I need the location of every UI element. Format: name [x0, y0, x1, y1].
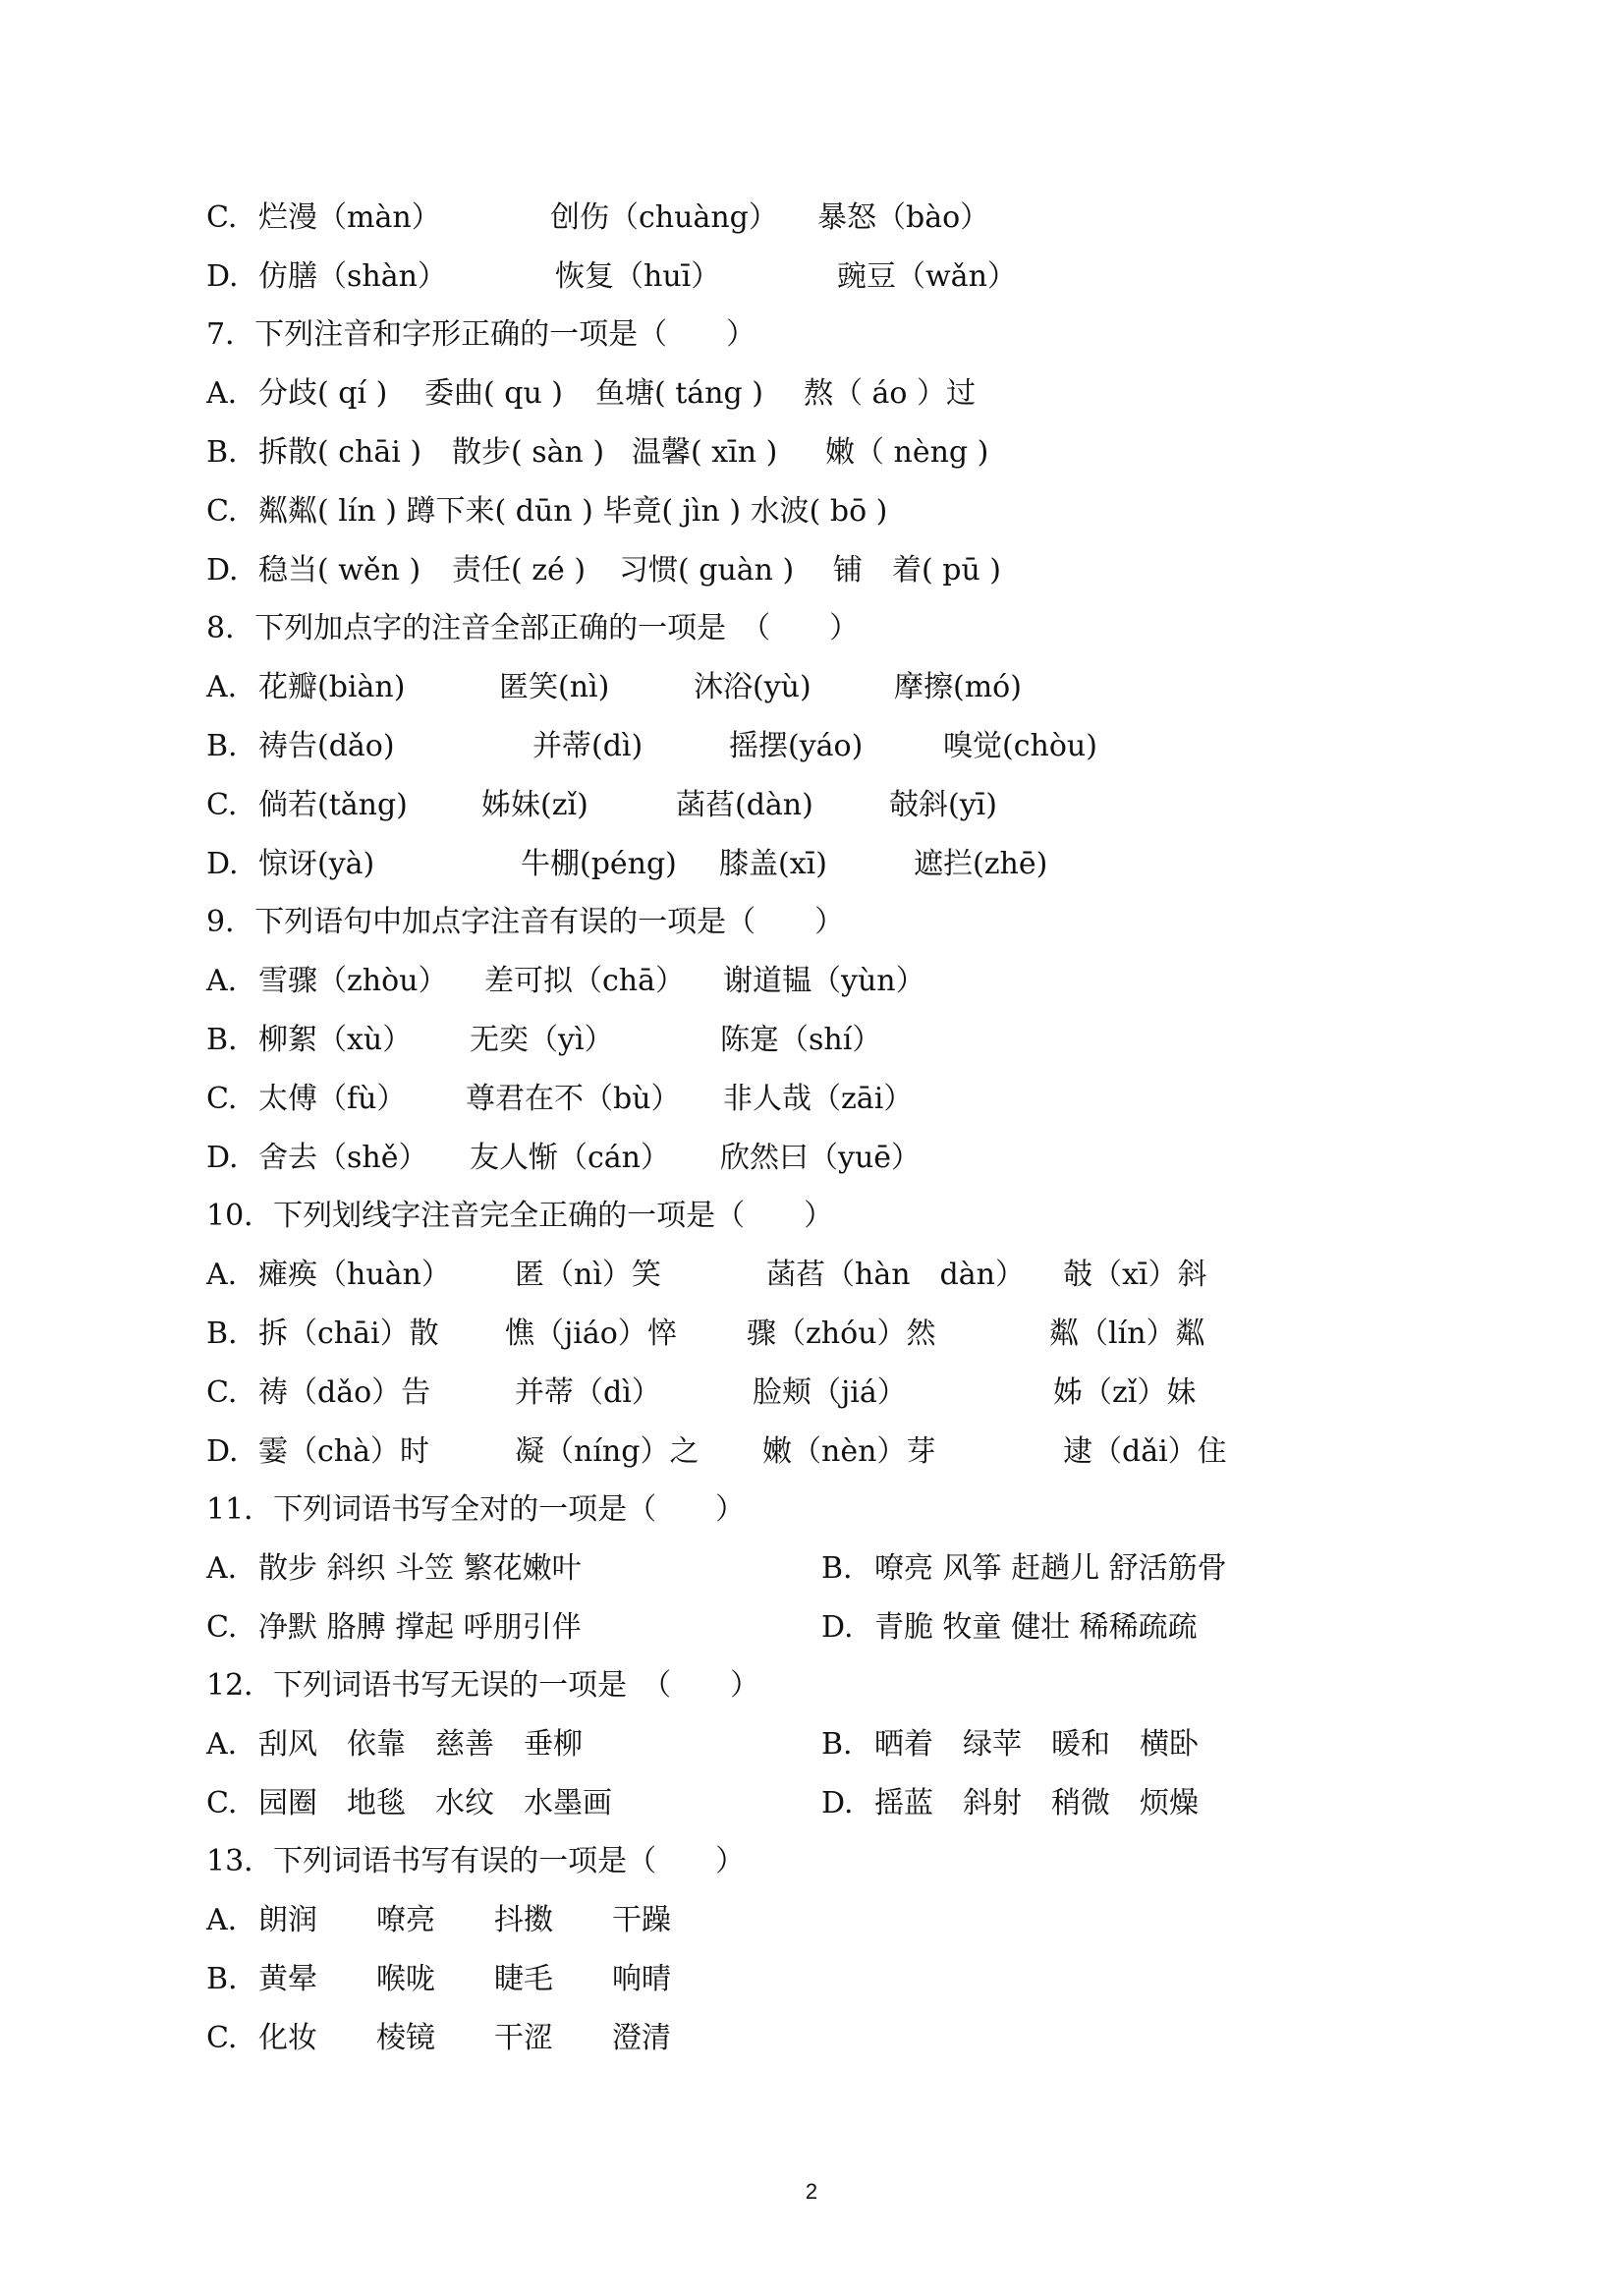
option-line	[0, 835, 1623, 894]
option-item: 拆散( chāi )	[258, 435, 422, 470]
option-item: 瘫痪（huàn）	[258, 1258, 451, 1292]
option-item: 祷告(dǎo)	[258, 729, 395, 763]
option-letter: B.	[206, 435, 238, 470]
option-letter: B.	[206, 1023, 238, 1057]
option-item: 熬（ áo ）过	[804, 376, 977, 411]
page-number: 2	[805, 2179, 818, 2204]
option-line	[0, 952, 1623, 1011]
option-item: 菡萏（hàn dàn）	[766, 1258, 1025, 1292]
option-letter: D.	[206, 259, 239, 294]
option-item: 稳当( wěn )	[258, 553, 421, 588]
option-item: 鱼塘( táng )	[595, 376, 763, 411]
option-item: 攲斜(yī)	[889, 788, 997, 822]
option-letter: C.	[206, 1786, 238, 1820]
option-item: 倘若(tǎng)	[258, 788, 408, 822]
option-item: 祷（dǎo）告	[258, 1375, 431, 1410]
option-item: 凝（níng）之	[515, 1434, 700, 1469]
question-stem	[0, 1187, 1623, 1246]
option-item: 霎（chà）时	[258, 1434, 430, 1469]
option-letter: C.	[206, 494, 238, 529]
option-line	[0, 1246, 1623, 1305]
option-letter: A.	[206, 964, 238, 998]
option-item: 尊君在不（bù）	[466, 1082, 681, 1116]
option-item: 晒着 绿苹 暖和 横卧	[874, 1727, 1199, 1762]
option-line	[0, 1891, 1623, 1950]
option-item: 谢道韫（yùn）	[723, 964, 925, 998]
option-item: 花瓣(biàn)	[258, 670, 406, 704]
option-item: 粼粼( lín ) 蹲下来( dūn ) 毕竟( jìn ) 水波( bō )	[258, 494, 888, 529]
option-letter: C.	[206, 788, 238, 822]
option-item: 欣然曰（yuē）	[720, 1141, 922, 1175]
option-letter: C.	[206, 2021, 238, 2055]
option-letter: D.	[206, 847, 239, 881]
option-item: 烂漫（màn）	[258, 200, 441, 235]
option-item: 姊妹(zǐ)	[481, 788, 588, 822]
option-line	[0, 1774, 1623, 1833]
option-letter: C.	[206, 1082, 238, 1116]
question-text: 12．下列词语书写无误的一项是 （ ）	[206, 1668, 760, 1703]
option-line	[0, 482, 1623, 541]
option-item: 仿膳（shàn）	[258, 259, 447, 294]
option-line	[0, 1423, 1623, 1482]
option-item: 净默 胳膊 撑起 呼朋引伴	[258, 1610, 582, 1645]
option-letter: C.	[206, 200, 238, 235]
option-item: 粼（lín）粼	[1049, 1316, 1205, 1351]
option-item: 园圈 地毯 水纹 水墨画	[258, 1786, 612, 1820]
option-item: 匿（nì）笑	[515, 1258, 661, 1292]
option-item: 嗅觉(chòu)	[943, 729, 1097, 763]
option-letter: D.	[206, 1434, 239, 1469]
question-text: 7．下列注音和字形正确的一项是（ ）	[206, 317, 756, 352]
question-text: 11．下列词语书写全对的一项是（ ）	[206, 1492, 746, 1527]
option-item: 柳絮（xù）	[258, 1023, 413, 1057]
question-stem	[0, 893, 1623, 952]
option-item: 拆（chāi）散	[258, 1316, 439, 1351]
option-line	[0, 1070, 1623, 1129]
option-line	[0, 248, 1623, 307]
question-stem	[0, 1656, 1623, 1715]
option-item: 雪骤（zhòu）	[258, 964, 448, 998]
question-text: 13．下列词语书写有误的一项是（ ）	[206, 1844, 746, 1878]
option-item: 暴怒（bào）	[817, 200, 990, 235]
option-item: 牛棚(péng)	[521, 847, 677, 881]
option-letter: B.	[206, 1316, 238, 1351]
option-item: 散步 斜织 斗笠 繁花嫩叶	[258, 1551, 582, 1586]
option-item: 习惯( guàn )	[619, 553, 795, 588]
option-line	[0, 1364, 1623, 1423]
option-letter: D.	[206, 553, 239, 588]
option-item: 友人惭（cán）	[470, 1141, 671, 1175]
option-line	[0, 423, 1623, 482]
question-text: 9．下列语句中加点字注音有误的一项是（ ）	[206, 905, 845, 939]
option-item: 脸颊（jiá）	[753, 1375, 907, 1410]
question-stem	[0, 1832, 1623, 1891]
option-item: 嫩（ nèng )	[825, 435, 989, 470]
option-item: 惊讶(yà)	[258, 847, 375, 881]
option-line	[0, 1305, 1623, 1364]
option-item: 膝盖(xī)	[719, 847, 827, 881]
question-stem	[0, 306, 1623, 364]
option-item: 遮拦(zhē)	[914, 847, 1048, 881]
option-item: 豌豆（wǎn）	[837, 259, 1017, 294]
option-line	[0, 1715, 1623, 1774]
option-line	[0, 2009, 1623, 2068]
option-letter: A.	[206, 1727, 238, 1762]
option-letter: B.	[206, 1962, 238, 1996]
option-letter: D.	[206, 1141, 239, 1175]
option-item: 并蒂（dì）	[515, 1375, 661, 1410]
option-line	[0, 1540, 1623, 1598]
option-item: 嫩（nèn）芽	[762, 1434, 936, 1469]
option-item: 憔（jiáo）悴	[505, 1316, 677, 1351]
question-text: 8．下列加点字的注音全部正确的一项是 （ ）	[206, 611, 860, 645]
option-item: 朗润 嘹亮 抖擞 干躁	[258, 1903, 671, 1937]
option-letter: A.	[206, 1903, 238, 1937]
option-item: 匿笑(nì)	[499, 670, 610, 704]
option-item: 分歧( qí )	[258, 376, 388, 411]
option-item: 青脆 牧童 健壮 稀稀疏疏	[874, 1610, 1198, 1645]
option-letter: B.	[206, 729, 238, 763]
option-item: 委曲( qu )	[424, 376, 564, 411]
option-item: 化妆 棱镜 干涩 澄清	[258, 2021, 671, 2055]
option-item: 菡萏(dàn)	[676, 788, 813, 822]
option-item: 铺 着( pū )	[833, 553, 1002, 588]
option-item: 恢复（huī）	[555, 259, 721, 294]
option-line	[0, 1598, 1623, 1657]
option-item: 舍去（shě）	[258, 1141, 428, 1175]
option-item: 差可拟（chā）	[484, 964, 686, 998]
option-item: 责任( zé )	[452, 553, 587, 588]
option-line	[0, 1011, 1623, 1070]
option-item: 逮（dǎi）住	[1063, 1434, 1227, 1469]
option-item: 黄晕 喉咙 睫毛 响晴	[258, 1962, 671, 1996]
option-letter: D.	[821, 1786, 854, 1820]
option-letter: A.	[206, 376, 238, 411]
option-item: 姊（zǐ）妹	[1053, 1375, 1197, 1410]
option-line	[0, 189, 1623, 248]
option-line	[0, 776, 1623, 835]
option-letter: A.	[206, 1258, 238, 1292]
option-line	[0, 1129, 1623, 1188]
option-item: 陈寔（shí）	[720, 1023, 882, 1057]
option-line	[0, 1950, 1623, 2009]
option-letter: B.	[821, 1551, 853, 1586]
option-line	[0, 717, 1623, 776]
question-stem	[0, 599, 1623, 658]
option-item: 摩擦(mó)	[894, 670, 1022, 704]
option-line	[0, 364, 1623, 423]
option-letter: C.	[206, 1375, 238, 1410]
option-item: 散步( sàn )	[452, 435, 605, 470]
option-item: 攲（xī）斜	[1063, 1258, 1207, 1292]
option-item: 摇摆(yáo)	[729, 729, 864, 763]
question-stem	[0, 1481, 1623, 1540]
question-text: 10．下列划线字注音完全正确的一项是（ ）	[206, 1199, 834, 1233]
option-item: 温馨( xīn )	[632, 435, 778, 470]
option-item: 非人哉（zāi）	[723, 1082, 914, 1116]
option-item: 摇蓝 斜射 稍微 烦燥	[874, 1786, 1199, 1820]
option-item: 沐浴(yù)	[694, 670, 812, 704]
option-letter: B.	[821, 1727, 853, 1762]
option-item: 创伤（chuàng）	[550, 200, 778, 235]
option-item: 刮风 依靠 慈善 垂柳	[258, 1727, 583, 1762]
option-item: 太傅（fù）	[258, 1082, 407, 1116]
option-letter: A.	[206, 1551, 238, 1586]
option-item: 无奕（yì）	[470, 1023, 614, 1057]
option-letter: C.	[206, 1610, 238, 1645]
option-line	[0, 541, 1623, 600]
option-letter: A.	[206, 670, 238, 704]
option-item: 并蒂(dì)	[532, 729, 644, 763]
option-item: 嘹亮 风筝 赶趟儿 舒活筋骨	[874, 1551, 1227, 1586]
option-letter: D.	[821, 1610, 854, 1645]
option-item: 骤（zhóu）然	[747, 1316, 936, 1351]
option-line	[0, 658, 1623, 717]
